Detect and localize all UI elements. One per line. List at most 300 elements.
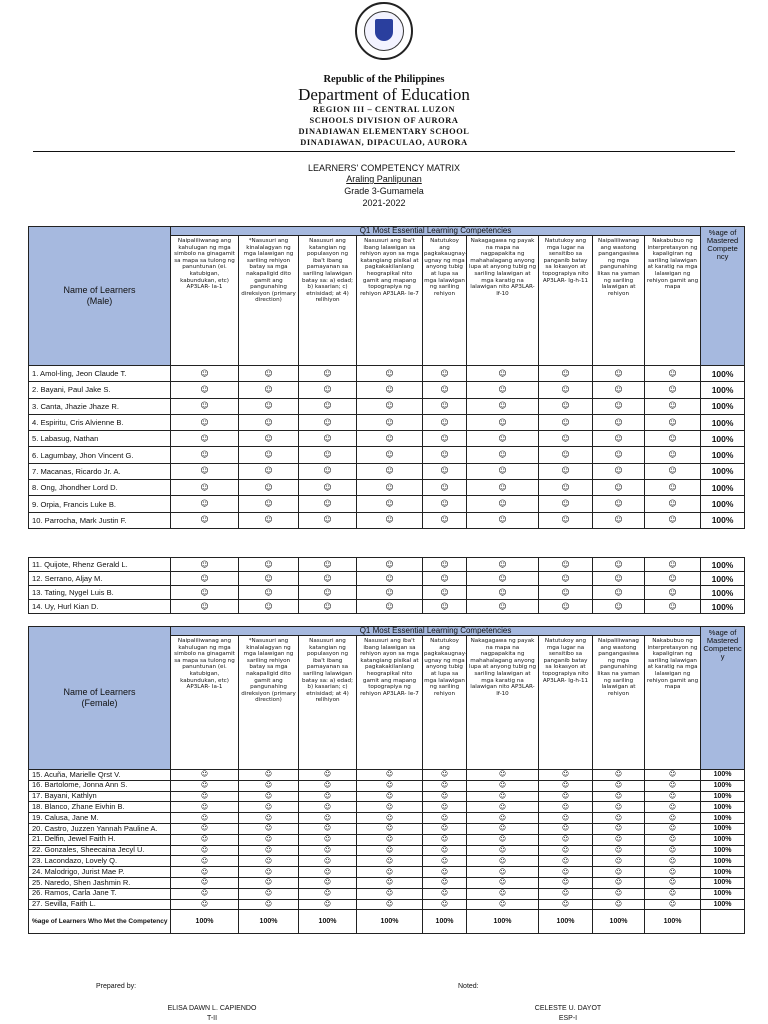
smiley-mark-icon: ☺ [357, 802, 423, 813]
smiley-mark-icon: ☺ [593, 888, 645, 899]
female-competency-5: Natutukoy ang pagkakaugnay-ugnay ng mga anyong tubig at lupa sa mga lalawigan ng sariling rehiyon [423, 636, 467, 770]
smiley-mark-icon: ☺ [299, 770, 357, 781]
smiley-mark-icon: ☺ [539, 823, 593, 834]
smiley-mark-icon: ☺ [171, 867, 239, 878]
smiley-mark-icon: ☺ [357, 834, 423, 845]
smiley-mark-icon: ☺ [539, 834, 593, 845]
smiley-mark-icon: ☺ [467, 480, 539, 496]
smiley-mark-icon: ☺ [239, 856, 299, 867]
smiley-mark-icon: ☺ [423, 414, 467, 430]
learner-name: 12. Serrano, Aljay M. [29, 572, 171, 586]
male-competency-6: Nakagagawa ng payak na mapa na nagpapakita ng mahahalagang anyong lupa at anyong tubig ng sariling lalawigan at mga karatig na lalawigan nito AP3LAR- If-10 [467, 236, 539, 366]
smiley-mark-icon: ☺ [467, 600, 539, 614]
learner-row [29, 770, 745, 781]
smiley-mark-icon: ☺ [299, 586, 357, 600]
smiley-mark-icon: ☺ [539, 414, 593, 430]
learner-row [29, 845, 745, 856]
smiley-mark-icon: ☺ [171, 572, 239, 586]
learner-name: 22. Gonzales, Sheecaina Jecyl U. [29, 845, 171, 856]
learner-mastery-percent: 100% [701, 366, 745, 382]
smiley-mark-icon: ☺ [171, 382, 239, 398]
smiley-mark-icon: ☺ [239, 480, 299, 496]
smiley-mark-icon: ☺ [171, 414, 239, 430]
seal-inner-ring [364, 11, 404, 51]
smiley-mark-icon: ☺ [539, 398, 593, 414]
smiley-mark-icon: ☺ [239, 398, 299, 414]
smiley-mark-icon: ☺ [239, 877, 299, 888]
smiley-mark-icon: ☺ [423, 888, 467, 899]
smiley-mark-icon: ☺ [645, 845, 701, 856]
male-competency-2: *Nasusuri ang kinalalagyan ng mga lalawigan ng sariling rehiyon batay sa mga nakapaligid dito gamit ang pangunahing direksiyon (primary direction) [239, 236, 299, 366]
smiley-mark-icon: ☺ [467, 447, 539, 463]
learner-row [29, 791, 745, 802]
smiley-mark-icon: ☺ [171, 770, 239, 781]
smiley-mark-icon: ☺ [539, 845, 593, 856]
smiley-mark-icon: ☺ [171, 398, 239, 414]
female-mel-header: Q1 Most Essential Learning Competencies [171, 627, 701, 636]
smiley-mark-icon: ☺ [357, 877, 423, 888]
smiley-mark-icon: ☺ [357, 899, 423, 910]
learner-mastery-percent: 100% [701, 780, 745, 791]
learner-row [29, 463, 745, 479]
smiley-mark-icon: ☺ [299, 867, 357, 878]
smiley-mark-icon: ☺ [239, 780, 299, 791]
learner-mastery-percent: 100% [701, 802, 745, 813]
learner-row [29, 780, 745, 791]
smiley-mark-icon: ☺ [171, 463, 239, 479]
smiley-mark-icon: ☺ [357, 512, 423, 528]
smiley-mark-icon: ☺ [467, 398, 539, 414]
smiley-mark-icon: ☺ [593, 382, 645, 398]
smiley-mark-icon: ☺ [357, 398, 423, 414]
learner-row [29, 398, 745, 414]
smiley-mark-icon: ☺ [171, 600, 239, 614]
smiley-mark-icon: ☺ [467, 823, 539, 834]
smiley-mark-icon: ☺ [357, 572, 423, 586]
smiley-mark-icon: ☺ [357, 845, 423, 856]
smiley-mark-icon: ☺ [171, 899, 239, 910]
smiley-mark-icon: ☺ [299, 512, 357, 528]
smiley-mark-icon: ☺ [593, 558, 645, 572]
summary-competency-percent: 100% [539, 910, 593, 934]
smiley-mark-icon: ☺ [423, 780, 467, 791]
learner-name: 8. Ong, Jhondher Lord D. [29, 480, 171, 496]
smiley-mark-icon: ☺ [645, 791, 701, 802]
smiley-mark-icon: ☺ [593, 813, 645, 824]
male-competency-8: Naipaliliwanag ang wastong pangangasiwa ng mga pangunahing likas na yaman ng sariling lalawigan at rehiyon [593, 236, 645, 366]
smiley-mark-icon: ☺ [423, 572, 467, 586]
summary-row [29, 910, 745, 934]
learner-name: 18. Blanco, Zhane Eivhin B. [29, 802, 171, 813]
smiley-mark-icon: ☺ [171, 558, 239, 572]
summary-label: %age of Learners Who Met the Competency [29, 910, 171, 934]
smiley-mark-icon: ☺ [239, 899, 299, 910]
female-label: (Female) [81, 698, 118, 708]
smiley-mark-icon: ☺ [239, 823, 299, 834]
smiley-mark-icon: ☺ [423, 834, 467, 845]
smiley-mark-icon: ☺ [299, 496, 357, 512]
smiley-mark-icon: ☺ [239, 600, 299, 614]
learner-row [29, 480, 745, 496]
learner-mastery-percent: 100% [701, 414, 745, 430]
smiley-mark-icon: ☺ [645, 823, 701, 834]
learner-row [29, 600, 745, 614]
smiley-mark-icon: ☺ [645, 512, 701, 528]
smiley-mark-icon: ☺ [539, 791, 593, 802]
smiley-mark-icon: ☺ [539, 447, 593, 463]
smiley-mark-icon: ☺ [239, 586, 299, 600]
smiley-mark-icon: ☺ [423, 600, 467, 614]
smiley-mark-icon: ☺ [357, 888, 423, 899]
header-school: DINADIAWAN ELEMENTARY SCHOOL [298, 127, 470, 136]
smiley-mark-icon: ☺ [299, 558, 357, 572]
smiley-mark-icon: ☺ [645, 600, 701, 614]
learner-name: 9. Orpia, Francis Luke B. [29, 496, 171, 512]
mel-header: Q1 Most Essential Learning Competencies [171, 227, 701, 236]
smiley-mark-icon: ☺ [645, 888, 701, 899]
smiley-mark-icon: ☺ [171, 834, 239, 845]
smiley-mark-icon: ☺ [593, 431, 645, 447]
smiley-mark-icon: ☺ [357, 823, 423, 834]
male-competency-3: Nasusuri ang katangian ng populasyon ng iba't ibang pamayanan sa sariling lalawigan batay sa: a) edad; b) kasarian; c) etnisidad; at 4) relihiyon [299, 236, 357, 366]
smiley-mark-icon: ☺ [299, 414, 357, 430]
smiley-mark-icon: ☺ [467, 512, 539, 528]
smiley-mark-icon: ☺ [171, 496, 239, 512]
smiley-mark-icon: ☺ [423, 431, 467, 447]
summary-competency-percent: 100% [467, 910, 539, 934]
smiley-mark-icon: ☺ [423, 586, 467, 600]
smiley-mark-icon: ☺ [239, 463, 299, 479]
learner-name: 24. Malodrigo, Jurist Mae P. [29, 867, 171, 878]
smiley-mark-icon: ☺ [299, 463, 357, 479]
smiley-mark-icon: ☺ [423, 802, 467, 813]
learner-row [29, 867, 745, 878]
smiley-mark-icon: ☺ [299, 366, 357, 382]
learner-name: 26. Ramos, Carla Jane T. [29, 888, 171, 899]
smiley-mark-icon: ☺ [645, 867, 701, 878]
learner-name: 27. Sevilla, Faith L. [29, 899, 171, 910]
learner-name: 23. Lacondazo, Lovely Q. [29, 856, 171, 867]
smiley-mark-icon: ☺ [645, 813, 701, 824]
smiley-mark-icon: ☺ [357, 366, 423, 382]
smiley-mark-icon: ☺ [423, 813, 467, 824]
smiley-mark-icon: ☺ [593, 877, 645, 888]
header-division: SCHOOLS DIVISION OF AURORA [309, 116, 459, 125]
smiley-mark-icon: ☺ [467, 802, 539, 813]
smiley-mark-icon: ☺ [593, 791, 645, 802]
smiley-mark-icon: ☺ [171, 431, 239, 447]
smiley-mark-icon: ☺ [299, 600, 357, 614]
smiley-mark-icon: ☺ [467, 463, 539, 479]
smiley-mark-icon: ☺ [539, 572, 593, 586]
smiley-mark-icon: ☺ [539, 558, 593, 572]
smiley-mark-icon: ☺ [423, 496, 467, 512]
smiley-mark-icon: ☺ [467, 888, 539, 899]
name-label: Name of Learners [63, 285, 136, 295]
smiley-mark-icon: ☺ [423, 791, 467, 802]
smiley-mark-icon: ☺ [357, 867, 423, 878]
header-divider [33, 151, 735, 152]
smiley-mark-icon: ☺ [467, 899, 539, 910]
smiley-mark-icon: ☺ [357, 496, 423, 512]
smiley-mark-icon: ☺ [423, 558, 467, 572]
learner-mastery-percent: 100% [701, 867, 745, 878]
learner-name: 6. Lagumbay, Jhon Vincent G. [29, 447, 171, 463]
learner-mastery-percent: 100% [701, 791, 745, 802]
summary-competency-percent: 100% [299, 910, 357, 934]
learner-row [29, 856, 745, 867]
smiley-mark-icon: ☺ [239, 845, 299, 856]
smiley-mark-icon: ☺ [467, 813, 539, 824]
smiley-mark-icon: ☺ [539, 496, 593, 512]
header-republic: Republic of the Philippines [323, 74, 445, 85]
learner-mastery-percent: 100% [701, 856, 745, 867]
smiley-mark-icon: ☺ [539, 366, 593, 382]
header-department: Department of Education [298, 85, 470, 104]
smiley-mark-icon: ☺ [539, 480, 593, 496]
learner-mastery-percent: 100% [701, 877, 745, 888]
learner-mastery-percent: 100% [701, 558, 745, 572]
summary-competency-percent: 100% [239, 910, 299, 934]
learner-row [29, 382, 745, 398]
smiley-mark-icon: ☺ [423, 382, 467, 398]
smiley-mark-icon: ☺ [171, 877, 239, 888]
smiley-mark-icon: ☺ [593, 586, 645, 600]
learner-mastery-percent: 100% [701, 770, 745, 781]
learner-mastery-percent: 100% [701, 899, 745, 910]
smiley-mark-icon: ☺ [171, 447, 239, 463]
smiley-mark-icon: ☺ [423, 823, 467, 834]
learner-name: 10. Parrocha, Mark Justin F. [29, 512, 171, 528]
smiley-mark-icon: ☺ [539, 899, 593, 910]
smiley-mark-icon: ☺ [539, 431, 593, 447]
female-name-column-header [29, 627, 171, 770]
learner-name: 19. Calusa, Jane M. [29, 813, 171, 824]
smiley-mark-icon: ☺ [593, 899, 645, 910]
smiley-mark-icon: ☺ [357, 382, 423, 398]
smiley-mark-icon: ☺ [299, 398, 357, 414]
smiley-mark-icon: ☺ [593, 463, 645, 479]
smiley-mark-icon: ☺ [593, 366, 645, 382]
smiley-mark-icon: ☺ [357, 414, 423, 430]
smiley-mark-icon: ☺ [299, 447, 357, 463]
learner-mastery-percent: 100% [701, 586, 745, 600]
smiley-mark-icon: ☺ [239, 431, 299, 447]
smiley-mark-icon: ☺ [423, 463, 467, 479]
smiley-mark-icon: ☺ [239, 414, 299, 430]
smiley-mark-icon: ☺ [645, 899, 701, 910]
name-column-header [29, 227, 171, 366]
smiley-mark-icon: ☺ [171, 512, 239, 528]
smiley-mark-icon: ☺ [239, 572, 299, 586]
male-label: (Male) [86, 296, 113, 306]
male-competency-5: Natutukoy ang pagkakaugnay-ugnay ng mga anyong tubig at lupa sa mga lalawigan ng sariling rehiyon [423, 236, 467, 366]
learner-mastery-percent: 100% [701, 496, 745, 512]
smiley-mark-icon: ☺ [645, 463, 701, 479]
header-address-block [0, 104, 768, 148]
smiley-mark-icon: ☺ [357, 558, 423, 572]
male-competency-1: Naipaliliwanag ang kahulugan ng mga simbolo na ginagamit sa mapa sa tulong ng panuntunan (ei. katubigan, kabundukan, etc) AP3LAR- Ia-1 [171, 236, 239, 366]
summary-competency-percent: 100% [645, 910, 701, 934]
smiley-mark-icon: ☺ [467, 867, 539, 878]
learner-mastery-percent: 100% [701, 431, 745, 447]
smiley-mark-icon: ☺ [593, 770, 645, 781]
smiley-mark-icon: ☺ [357, 447, 423, 463]
female-competency-4: Nasusuri ang iba't ibang lalawigan sa rehiyon ayon sa mga katangiang pisikal at pagkakakilanlang heograpikal nito gamit ang mapang topograpiya ng rehiyon AP3LAR- Ie-7 [357, 636, 423, 770]
header-region: REGION III – CENTRAL LUZON [312, 105, 456, 114]
prepared-by-name: ELISA DAWN L. CAPIENDO [167, 1005, 257, 1012]
learner-row [29, 888, 745, 899]
smiley-mark-icon: ☺ [467, 572, 539, 586]
smiley-mark-icon: ☺ [299, 480, 357, 496]
smiley-mark-icon: ☺ [593, 802, 645, 813]
learner-row [29, 366, 745, 382]
smiley-mark-icon: ☺ [423, 480, 467, 496]
learner-name: 13. Tating, Nygel Luis B. [29, 586, 171, 600]
learner-mastery-percent: 100% [701, 834, 745, 845]
learner-mastery-percent: 100% [701, 480, 745, 496]
smiley-mark-icon: ☺ [645, 431, 701, 447]
smiley-mark-icon: ☺ [539, 600, 593, 614]
smiley-mark-icon: ☺ [357, 431, 423, 447]
learner-row [29, 447, 745, 463]
subject-title: Araling Panlipunan [346, 174, 422, 184]
smiley-mark-icon: ☺ [423, 899, 467, 910]
female-pct-mastered-header: %age of Mastered Competenc y [701, 627, 745, 770]
smiley-mark-icon: ☺ [539, 382, 593, 398]
learner-mastery-percent: 100% [701, 845, 745, 856]
smiley-mark-icon: ☺ [171, 813, 239, 824]
smiley-mark-icon: ☺ [299, 877, 357, 888]
smiley-mark-icon: ☺ [467, 856, 539, 867]
learner-name: 7. Macanas, Ricardo Jr. A. [29, 463, 171, 479]
smiley-mark-icon: ☺ [539, 780, 593, 791]
male-competency-table [28, 226, 745, 529]
learner-mastery-percent: 100% [701, 572, 745, 586]
smiley-mark-icon: ☺ [645, 802, 701, 813]
smiley-mark-icon: ☺ [539, 867, 593, 878]
smiley-mark-icon: ☺ [539, 856, 593, 867]
smiley-mark-icon: ☺ [645, 770, 701, 781]
smiley-mark-icon: ☺ [171, 480, 239, 496]
learner-name: 17. Bayani, Kathlyn [29, 791, 171, 802]
smiley-mark-icon: ☺ [299, 856, 357, 867]
learner-row [29, 512, 745, 528]
learner-row [29, 834, 745, 845]
smiley-mark-icon: ☺ [423, 512, 467, 528]
learner-name: 1. Amol-ling, Jeon Claude T. [29, 366, 171, 382]
smiley-mark-icon: ☺ [593, 480, 645, 496]
learner-mastery-percent: 100% [701, 463, 745, 479]
smiley-mark-icon: ☺ [299, 382, 357, 398]
smiley-mark-icon: ☺ [539, 463, 593, 479]
smiley-mark-icon: ☺ [467, 496, 539, 512]
header-address: DINADIAWAN, DIPACULAO, AURORA [300, 138, 468, 147]
smiley-mark-icon: ☺ [239, 813, 299, 824]
smiley-mark-icon: ☺ [299, 572, 357, 586]
male-competency-4: Nasusuri ang iba't ibang lalawigan sa rehiyon ayon sa mga katangiang pisikal at pagkakakilanlang heograpikal nito gamit ang mapang topograpiya ng rehiyon AP3LAR- Ie-7 [357, 236, 423, 366]
smiley-mark-icon: ☺ [299, 899, 357, 910]
smiley-mark-icon: ☺ [593, 856, 645, 867]
smiley-mark-icon: ☺ [593, 780, 645, 791]
prepared-by-label: Prepared by: [96, 983, 137, 990]
smiley-mark-icon: ☺ [593, 845, 645, 856]
noted-by-title: ESP-I [558, 1015, 578, 1022]
smiley-mark-icon: ☺ [423, 366, 467, 382]
smiley-mark-icon: ☺ [593, 572, 645, 586]
smiley-mark-icon: ☺ [171, 791, 239, 802]
smiley-mark-icon: ☺ [357, 770, 423, 781]
learner-name: 2. Bayani, Paul Jake S. [29, 382, 171, 398]
smiley-mark-icon: ☺ [239, 888, 299, 899]
smiley-mark-icon: ☺ [467, 431, 539, 447]
smiley-mark-icon: ☺ [357, 480, 423, 496]
smiley-mark-icon: ☺ [299, 813, 357, 824]
smiley-mark-icon: ☺ [299, 780, 357, 791]
smiley-mark-icon: ☺ [645, 414, 701, 430]
smiley-mark-icon: ☺ [299, 888, 357, 899]
smiley-mark-icon: ☺ [539, 888, 593, 899]
smiley-mark-icon: ☺ [423, 856, 467, 867]
smiley-mark-icon: ☺ [239, 802, 299, 813]
noted-by-name: CELESTE U. DAYOT [534, 1005, 602, 1012]
smiley-mark-icon: ☺ [357, 780, 423, 791]
learner-row [29, 431, 745, 447]
male-competency-7: Natutukoy ang mga lugar na sensitibo sa panganib batay sa lokasyon at topograpiya nito AP3LAR- Ig-h-11 [539, 236, 593, 366]
learner-mastery-percent: 100% [701, 823, 745, 834]
female-competency-9: Nakabubuo ng interpretasyon ng kapaligiran ng sariling lalawigan at karatig na mga lalawigan ng rehiyon gamit ang mapa [645, 636, 701, 770]
smiley-mark-icon: ☺ [467, 382, 539, 398]
noted-label: Noted: [458, 983, 479, 990]
smiley-mark-icon: ☺ [357, 791, 423, 802]
smiley-mark-icon: ☺ [539, 770, 593, 781]
smiley-mark-icon: ☺ [467, 877, 539, 888]
smiley-mark-icon: ☺ [539, 877, 593, 888]
smiley-mark-icon: ☺ [467, 558, 539, 572]
learner-mastery-percent: 100% [701, 398, 745, 414]
smiley-mark-icon: ☺ [171, 586, 239, 600]
learner-row [29, 496, 745, 512]
learner-mastery-percent: 100% [701, 813, 745, 824]
smiley-mark-icon: ☺ [423, 867, 467, 878]
learner-row [29, 572, 745, 586]
summary-empty-cell [701, 910, 745, 934]
learner-row [29, 877, 745, 888]
learner-name: 11. Quijote, Rhenz Gerald L. [29, 558, 171, 572]
smiley-mark-icon: ☺ [539, 813, 593, 824]
learner-mastery-percent: 100% [701, 512, 745, 528]
deped-seal-logo [355, 2, 413, 60]
learner-mastery-percent: 100% [701, 888, 745, 899]
smiley-mark-icon: ☺ [593, 398, 645, 414]
learner-name: 16. Bartolome, Jonna Ann S. [29, 780, 171, 791]
smiley-mark-icon: ☺ [239, 512, 299, 528]
learner-mastery-percent: 100% [701, 600, 745, 614]
smiley-mark-icon: ☺ [539, 586, 593, 600]
smiley-mark-icon: ☺ [423, 845, 467, 856]
grade-title: Grade 3-Gumamela [344, 186, 424, 196]
smiley-mark-icon: ☺ [423, 877, 467, 888]
smiley-mark-icon: ☺ [645, 382, 701, 398]
summary-competency-percent: 100% [593, 910, 645, 934]
learner-name: 4. Espiritu, Cris Alvienne B. [29, 414, 171, 430]
learner-name: 25. Naredo, Shen Jashmin R. [29, 877, 171, 888]
summary-competency-percent: 100% [357, 910, 423, 934]
pct-mastered-header: %age of Mastered Compete ncy [701, 227, 745, 366]
learner-row [29, 899, 745, 910]
smiley-mark-icon: ☺ [239, 382, 299, 398]
smiley-mark-icon: ☺ [593, 496, 645, 512]
